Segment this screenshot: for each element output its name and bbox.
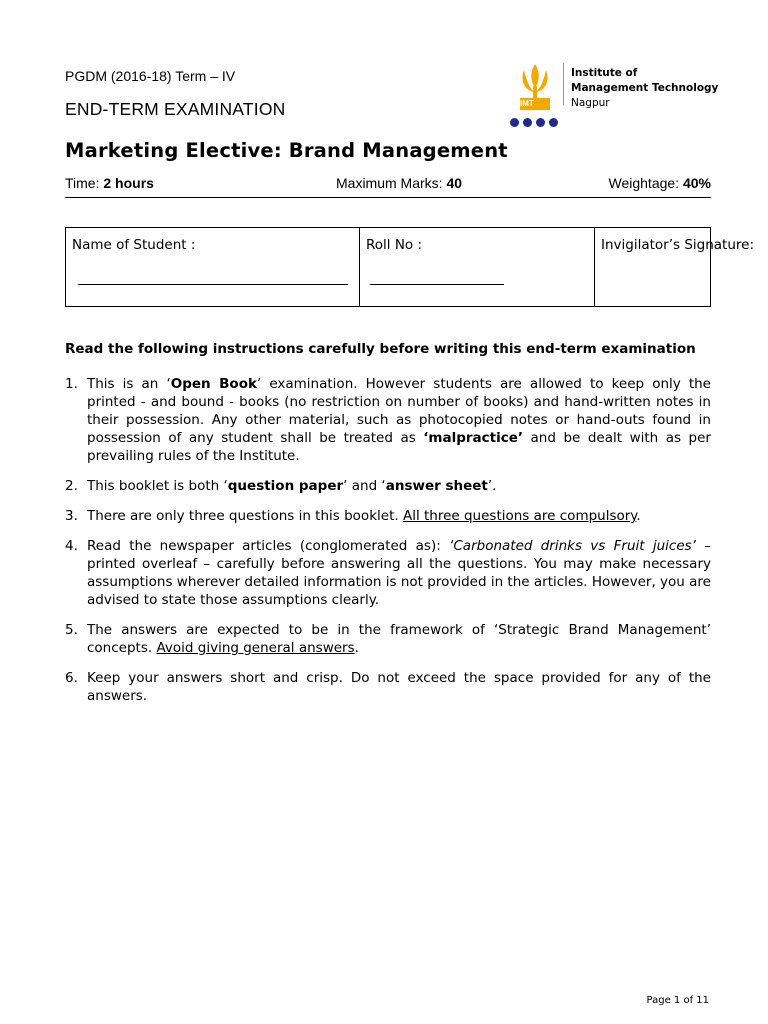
dot-icon <box>549 118 558 127</box>
student-info-table <box>65 227 755 307</box>
name-label: Name of Student : <box>72 237 196 253</box>
instruction-text: The answers are expected to be in the framework of ‘Strategic Brand Management’ concepts. <box>87 622 711 656</box>
name-field[interactable] <box>78 274 348 285</box>
item-number: 6. <box>65 670 78 686</box>
item-number: 2. <box>65 478 78 494</box>
name-cell <box>66 228 360 306</box>
instruction-underline: All three questions are compulsory <box>402 508 637 524</box>
dot-icon <box>510 118 519 127</box>
instruction-italic: ‘Carbonated drinks vs Fruit juices’ <box>449 538 696 554</box>
instruction-text: – printed overleaf – carefully before answering all the questions. You may make necessary assumptions wherever detailed information is not provided in the articles. However, you are advised to state those assumptions clearly. <box>87 538 711 608</box>
instruction-bold: answer sheet <box>385 478 488 494</box>
time-value: 2 hours <box>103 175 154 191</box>
instruction-bold: question paper <box>227 478 344 494</box>
logo-line-2: Management Technology <box>571 82 719 94</box>
instruction-text: Read the newspaper articles (conglomerated as): <box>87 538 450 554</box>
instructions-heading: Read the following instructions carefully before writing this end-term examination <box>65 341 696 357</box>
instruction-item <box>65 537 711 609</box>
instruction-text: ’. <box>487 478 497 494</box>
instruction-text: This booklet is both ‘ <box>87 478 228 494</box>
instruction-item <box>65 621 711 657</box>
logo-line-1: Institute of <box>571 67 638 79</box>
instruction-text: This is an ‘ <box>87 376 171 392</box>
instruction-text: . <box>636 508 641 524</box>
weightage-value: 40% <box>682 175 711 191</box>
instruction-underline: Avoid giving general answers <box>156 640 355 656</box>
weightage-label: Weightage: <box>608 175 683 191</box>
roll-field[interactable] <box>370 274 504 285</box>
time-label: Time: <box>65 175 104 191</box>
page-number: Page 1 of 11 <box>646 995 709 1006</box>
signature-label: Invigilator’s Signature: <box>601 237 755 253</box>
exam-type: END-TERM EXAMINATION <box>65 99 286 119</box>
roll-cell <box>360 228 595 306</box>
instruction-bold: ‘malpractice’ <box>423 430 524 446</box>
weightage-info <box>609 175 712 191</box>
item-number: 4. <box>65 538 78 554</box>
instruction-text: ’ and ‘ <box>343 478 386 494</box>
instruction-item <box>65 669 711 705</box>
instruction-item <box>65 477 711 495</box>
dot-icon <box>536 118 545 127</box>
instruction-text: Keep your answers short and crisp. Do not exceed the space provided for any of the answers. <box>87 670 711 704</box>
logo-divider <box>563 63 564 105</box>
header-rule <box>65 197 711 198</box>
marks-value: 40 <box>446 175 463 191</box>
roll-label: Roll No : <box>366 237 423 253</box>
page-title: Marketing Elective: Brand Management <box>65 139 508 162</box>
instruction-text: ’ examination. However students are allowed to keep only the printed - and bound - books (no restriction on number of books) and hand-written notes in their possession. Any other material, such as photocopied notes or hand-outs found in possession of any student shall be treated as <box>87 376 711 446</box>
logo-line-3: Nagpur <box>571 97 610 109</box>
dot-icon <box>523 118 532 127</box>
time-info <box>65 175 154 191</box>
emblem-text: IMT <box>520 99 534 108</box>
program-label: PGDM (2016-18) Term – IV <box>65 68 236 84</box>
signature-cell[interactable] <box>595 228 755 306</box>
instruction-text: There are only three questions in this booklet. <box>87 508 403 524</box>
instruction-text: and be dealt with as per prevailing rules of the Institute. <box>87 430 711 464</box>
logo-dots <box>510 114 562 132</box>
instructions-list <box>65 375 711 705</box>
item-number: 5. <box>65 622 78 638</box>
marks-label: Maximum Marks: <box>336 175 447 191</box>
imt-emblem-icon <box>512 62 558 112</box>
logo-wordmark <box>571 66 718 111</box>
instruction-item <box>65 375 711 465</box>
item-number: 3. <box>65 508 78 524</box>
instruction-text: . <box>354 640 359 656</box>
exam-meta <box>65 175 711 195</box>
instruction-bold: Open Book <box>170 376 257 392</box>
marks-info <box>336 175 462 191</box>
instruction-item <box>65 507 711 525</box>
item-number: 1. <box>65 376 78 392</box>
